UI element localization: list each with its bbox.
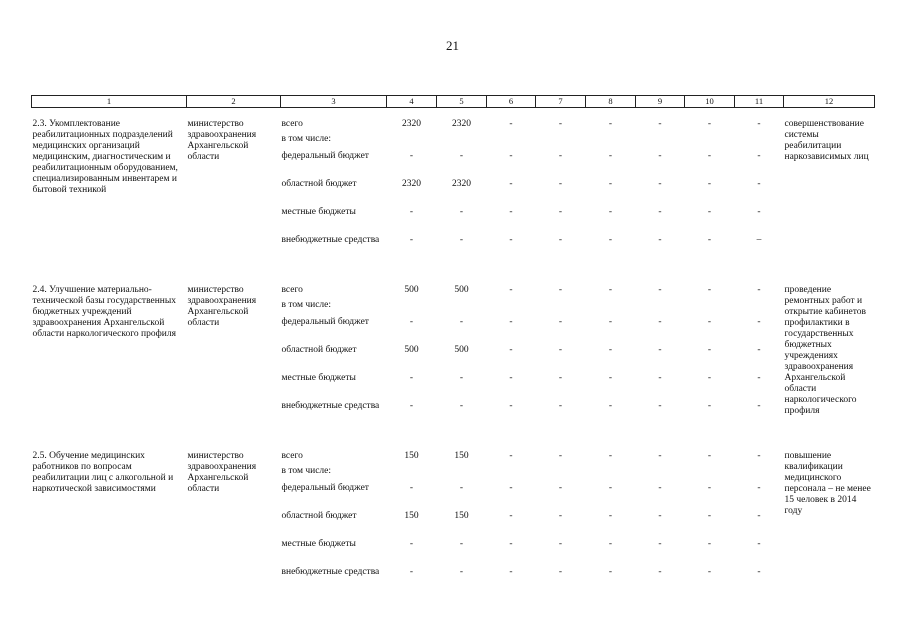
funding-source-cell: всего bbox=[281, 285, 303, 295]
amount-cell: - bbox=[608, 451, 613, 461]
amount-cell: – bbox=[756, 235, 762, 245]
amount-cell: - bbox=[509, 539, 513, 549]
amount-cell: - bbox=[658, 151, 662, 161]
amount-cell: - bbox=[409, 539, 414, 549]
funding-source-cell: федеральный бюджет bbox=[281, 483, 369, 493]
funding-source-cell: внебюджетные средства bbox=[281, 401, 380, 411]
funding-source-cell: в том числе: bbox=[281, 134, 332, 144]
amount-cell: - bbox=[459, 235, 464, 245]
amount-cell bbox=[487, 466, 536, 483]
amount-cell bbox=[586, 300, 636, 317]
amount-cell: 500 bbox=[454, 345, 469, 355]
expected-result-cell: совершенствование системы реабилитации наркозависимых лиц bbox=[784, 119, 869, 162]
amount-cell: - bbox=[757, 179, 761, 189]
amount-cell bbox=[735, 134, 784, 151]
amount-cell: - bbox=[459, 317, 464, 327]
amount-cell: - bbox=[707, 151, 712, 161]
program-table bbox=[31, 95, 875, 595]
amount-cell bbox=[586, 134, 636, 151]
amount-cell: - bbox=[558, 119, 563, 129]
amount-cell: - bbox=[459, 567, 464, 577]
funding-source-cell: местные бюджеты bbox=[281, 207, 356, 217]
spacer-row bbox=[32, 263, 875, 285]
amount-cell: - bbox=[608, 401, 613, 411]
amount-cell: - bbox=[409, 151, 414, 161]
amount-cell: - bbox=[509, 567, 513, 577]
expected-result-cell: повышение квалификации медицинского персонала – не менее 15 человек в 2014 году bbox=[784, 451, 871, 516]
funding-source-cell: местные бюджеты bbox=[281, 373, 356, 383]
column-number: 2 bbox=[187, 96, 281, 108]
amount-cell: - bbox=[658, 207, 662, 217]
column-number: 11 bbox=[735, 96, 784, 108]
amount-cell: - bbox=[558, 483, 563, 493]
amount-cell: - bbox=[558, 345, 563, 355]
amount-cell: 150 bbox=[454, 511, 469, 521]
executor-cell: министерство здравоохранения Архангельской области bbox=[187, 451, 257, 494]
amount-cell: - bbox=[707, 483, 712, 493]
amount-cell: - bbox=[558, 179, 563, 189]
column-number: 9 bbox=[636, 96, 685, 108]
amount-cell bbox=[735, 300, 784, 317]
amount-cell bbox=[387, 300, 437, 317]
amount-cell: - bbox=[658, 285, 662, 295]
amount-cell: - bbox=[707, 207, 712, 217]
funding-source-cell: в том числе: bbox=[281, 300, 332, 310]
column-number-row bbox=[32, 96, 875, 108]
funding-source-cell: областной бюджет bbox=[281, 179, 357, 189]
amount-cell: - bbox=[509, 207, 513, 217]
amount-cell: - bbox=[509, 451, 513, 461]
amount-cell: - bbox=[509, 151, 513, 161]
amount-cell: - bbox=[658, 451, 662, 461]
amount-cell: - bbox=[608, 285, 613, 295]
amount-cell: - bbox=[409, 483, 414, 493]
amount-cell: - bbox=[658, 401, 662, 411]
amount-cell: - bbox=[409, 207, 414, 217]
amount-cell bbox=[437, 134, 487, 151]
amount-cell: - bbox=[558, 151, 563, 161]
amount-cell: - bbox=[558, 451, 563, 461]
amount-cell: - bbox=[658, 317, 662, 327]
amount-cell: - bbox=[509, 373, 513, 383]
amount-cell: - bbox=[509, 235, 513, 245]
amount-cell: - bbox=[757, 285, 761, 295]
amount-cell: - bbox=[658, 345, 662, 355]
amount-cell: - bbox=[608, 151, 613, 161]
table-row bbox=[32, 451, 875, 466]
amount-cell: 2320 bbox=[402, 179, 421, 189]
amount-cell: - bbox=[658, 119, 662, 129]
amount-cell: - bbox=[757, 483, 761, 493]
amount-cell: - bbox=[608, 235, 613, 245]
amount-cell: - bbox=[707, 345, 712, 355]
amount-cell: - bbox=[558, 285, 563, 295]
amount-cell: - bbox=[558, 401, 563, 411]
amount-cell: 150 bbox=[404, 511, 419, 521]
amount-cell: - bbox=[658, 511, 662, 521]
activity-cell: 2.5. Обучение медицинских работников по вопросам реабилитации лиц с алкогольной и наркотической зависимостями bbox=[32, 451, 174, 494]
table-body bbox=[32, 108, 875, 596]
amount-cell bbox=[536, 134, 586, 151]
page-number: 21 bbox=[446, 38, 459, 53]
amount-cell bbox=[636, 134, 685, 151]
amount-cell: - bbox=[558, 207, 563, 217]
amount-cell: - bbox=[658, 567, 662, 577]
spacer-row bbox=[32, 108, 875, 120]
amount-cell: 500 bbox=[404, 345, 419, 355]
table-row bbox=[32, 119, 875, 134]
amount-cell: - bbox=[757, 511, 761, 521]
amount-cell: - bbox=[409, 235, 414, 245]
amount-cell: - bbox=[707, 119, 712, 129]
amount-cell: - bbox=[509, 317, 513, 327]
funding-source-cell: федеральный бюджет bbox=[281, 151, 369, 161]
amount-cell: - bbox=[459, 207, 464, 217]
column-number: 12 bbox=[784, 96, 875, 108]
activity-cell: 2.4. Улучшение материально-технической базы государственных бюджетных учреждений здравоохранения Архангельской области наркологического профиля bbox=[32, 285, 177, 339]
amount-cell bbox=[437, 466, 487, 483]
amount-cell: - bbox=[459, 373, 464, 383]
amount-cell: - bbox=[459, 539, 464, 549]
amount-cell: - bbox=[707, 511, 712, 521]
amount-cell: - bbox=[608, 179, 613, 189]
amount-cell: 2320 bbox=[402, 119, 421, 129]
amount-cell bbox=[685, 300, 735, 317]
amount-cell: - bbox=[608, 373, 613, 383]
amount-cell: 500 bbox=[454, 285, 469, 295]
amount-cell: - bbox=[509, 483, 513, 493]
funding-source-cell: федеральный бюджет bbox=[281, 317, 369, 327]
spacer-row bbox=[32, 429, 875, 451]
executor-cell: министерство здравоохранения Архангельской области bbox=[187, 285, 257, 328]
amount-cell: - bbox=[707, 285, 712, 295]
amount-cell: - bbox=[707, 451, 712, 461]
amount-cell: - bbox=[658, 539, 662, 549]
amount-cell: 2320 bbox=[452, 179, 471, 189]
funding-source-cell: всего bbox=[281, 451, 303, 461]
amount-cell: - bbox=[757, 451, 761, 461]
amount-cell: - bbox=[707, 179, 712, 189]
column-number: 3 bbox=[281, 96, 387, 108]
amount-cell bbox=[437, 300, 487, 317]
amount-cell bbox=[586, 466, 636, 483]
funding-source-cell: областной бюджет bbox=[281, 345, 357, 355]
amount-cell bbox=[636, 300, 685, 317]
amount-cell: - bbox=[757, 345, 761, 355]
amount-cell bbox=[536, 300, 586, 317]
amount-cell: - bbox=[608, 567, 613, 577]
column-number: 1 bbox=[32, 96, 187, 108]
column-number: 8 bbox=[586, 96, 636, 108]
amount-cell: - bbox=[608, 207, 613, 217]
executor-cell: министерство здравоохранения Архангельской области bbox=[187, 119, 257, 162]
column-number: 10 bbox=[685, 96, 735, 108]
amount-cell: - bbox=[509, 511, 513, 521]
amount-cell: - bbox=[509, 119, 513, 129]
amount-cell: - bbox=[608, 317, 613, 327]
amount-cell bbox=[487, 134, 536, 151]
amount-cell: - bbox=[558, 373, 563, 383]
expected-result-cell: проведение ремонтных работ и открытие кабинетов профилактики в государственных бюджетных учреждениях здравоохранения Архангельской области наркологического профиля bbox=[784, 285, 867, 416]
funding-source-cell: всего bbox=[281, 119, 303, 129]
funding-source-cell: местные бюджеты bbox=[281, 539, 356, 549]
amount-cell: - bbox=[757, 151, 761, 161]
amount-cell: - bbox=[608, 345, 613, 355]
amount-cell: - bbox=[558, 567, 563, 577]
amount-cell: - bbox=[757, 317, 761, 327]
amount-cell: - bbox=[658, 373, 662, 383]
amount-cell: - bbox=[757, 207, 761, 217]
amount-cell: - bbox=[707, 567, 712, 577]
amount-cell: - bbox=[409, 373, 414, 383]
amount-cell: - bbox=[757, 539, 761, 549]
amount-cell: - bbox=[707, 317, 712, 327]
amount-cell: 2320 bbox=[452, 119, 471, 129]
amount-cell: - bbox=[608, 539, 613, 549]
funding-source-cell: областной бюджет bbox=[281, 511, 357, 521]
amount-cell: - bbox=[509, 285, 513, 295]
amount-cell: - bbox=[707, 539, 712, 549]
amount-cell: - bbox=[658, 179, 662, 189]
amount-cell: - bbox=[707, 373, 712, 383]
amount-cell: - bbox=[409, 567, 414, 577]
amount-cell: 500 bbox=[404, 285, 419, 295]
amount-cell: - bbox=[509, 345, 513, 355]
funding-source-cell: внебюджетные средства bbox=[281, 235, 380, 245]
amount-cell: - bbox=[558, 539, 563, 549]
amount-cell: - bbox=[707, 401, 712, 411]
amount-cell: 150 bbox=[404, 451, 419, 461]
amount-cell bbox=[387, 134, 437, 151]
amount-cell: - bbox=[409, 401, 414, 411]
amount-cell: - bbox=[558, 511, 563, 521]
amount-cell: - bbox=[459, 401, 464, 411]
amount-cell bbox=[685, 466, 735, 483]
amount-cell bbox=[536, 466, 586, 483]
amount-cell bbox=[735, 466, 784, 483]
amount-cell bbox=[685, 134, 735, 151]
amount-cell: - bbox=[409, 317, 414, 327]
funding-source-cell: внебюджетные средства bbox=[281, 567, 380, 577]
amount-cell bbox=[487, 300, 536, 317]
amount-cell: - bbox=[757, 401, 761, 411]
column-number: 7 bbox=[536, 96, 586, 108]
amount-cell bbox=[387, 466, 437, 483]
column-number: 6 bbox=[487, 96, 536, 108]
amount-cell: - bbox=[707, 235, 712, 245]
amount-cell: - bbox=[558, 317, 563, 327]
amount-cell: - bbox=[757, 373, 761, 383]
column-number: 4 bbox=[387, 96, 437, 108]
amount-cell: - bbox=[608, 511, 613, 521]
amount-cell bbox=[636, 466, 685, 483]
funding-source-cell: в том числе: bbox=[281, 466, 332, 476]
amount-cell: 150 bbox=[454, 451, 469, 461]
amount-cell: - bbox=[608, 119, 613, 129]
amount-cell: - bbox=[757, 119, 761, 129]
amount-cell: - bbox=[509, 401, 513, 411]
table-row bbox=[32, 285, 875, 300]
amount-cell: - bbox=[509, 179, 513, 189]
amount-cell: - bbox=[459, 151, 464, 161]
column-number: 5 bbox=[437, 96, 487, 108]
amount-cell: - bbox=[608, 483, 613, 493]
activity-cell: 2.3. Укомплектование реабилитационных подразделений медицинских организаций медицинским, диагностическим и реабилитационным оборудованием, специализированным инвентарем и бытовой техникой bbox=[32, 119, 178, 195]
amount-cell: - bbox=[558, 235, 563, 245]
amount-cell: - bbox=[658, 235, 662, 245]
amount-cell: - bbox=[757, 567, 761, 577]
amount-cell: - bbox=[658, 483, 662, 493]
amount-cell: - bbox=[459, 483, 464, 493]
